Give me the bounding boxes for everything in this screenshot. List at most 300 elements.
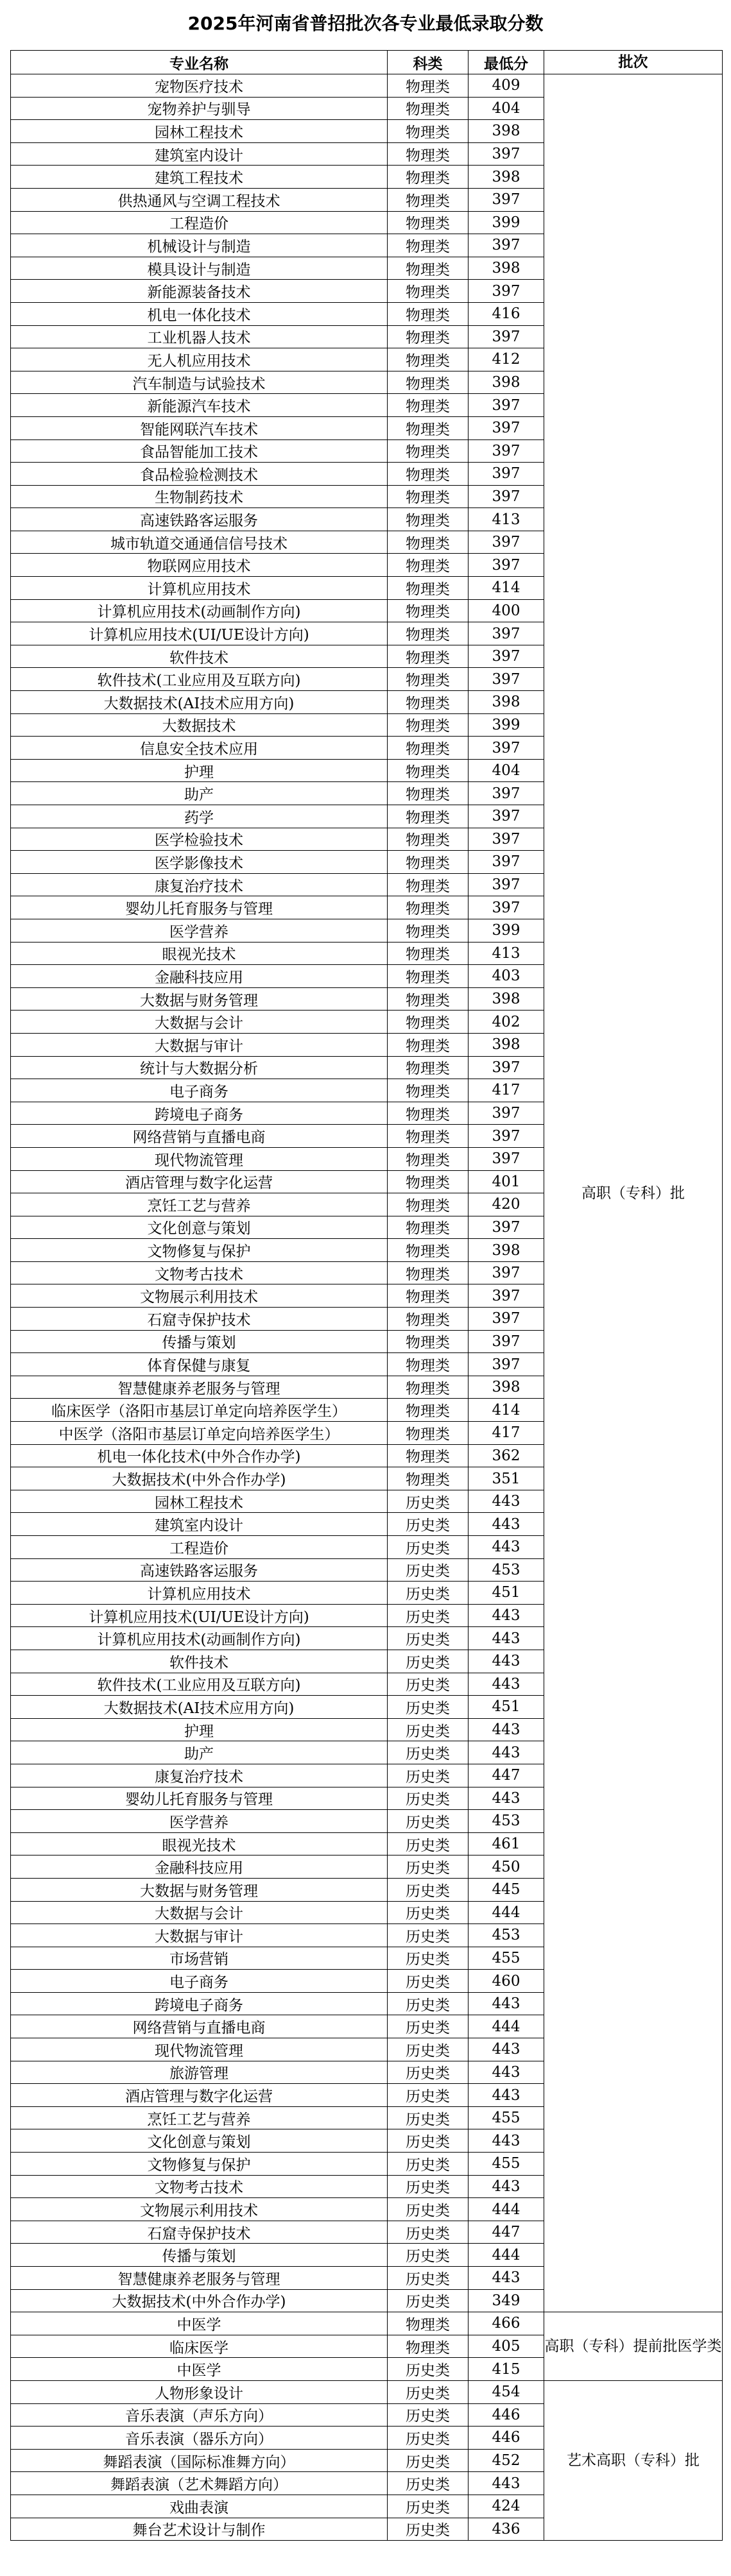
category-cell: 物理类 [388,325,469,348]
category-cell: 历史类 [388,2427,469,2450]
min-score-cell: 424 [469,2495,544,2518]
major-name-cell: 护理 [11,759,388,782]
major-name-cell: 园林工程技术 [11,1490,388,1513]
category-cell: 历史类 [388,1924,469,1947]
major-name-cell: 软件技术(工业应用及互联方向) [11,668,388,691]
category-cell: 物理类 [388,280,469,303]
min-score-cell: 398 [469,166,544,189]
min-score-cell: 397 [469,873,544,896]
category-cell: 物理类 [388,1170,469,1193]
min-score-cell: 443 [469,1536,544,1559]
major-name-cell: 网络营销与直播电商 [11,1125,388,1148]
major-name-cell: 城市轨道交通通信信号技术 [11,531,388,554]
category-cell: 历史类 [388,1718,469,1741]
min-score-cell: 397 [469,531,544,554]
min-score-cell: 455 [469,1947,544,1970]
major-name-cell: 大数据技术(AI技术应用方向) [11,691,388,714]
category-cell: 物理类 [388,1284,469,1308]
min-score-cell: 414 [469,577,544,600]
min-score-cell: 447 [469,2221,544,2244]
min-score-cell: 443 [469,1513,544,1536]
min-score-cell: 403 [469,965,544,988]
category-cell: 物理类 [388,1376,469,1399]
major-name-cell: 跨境电子商务 [11,1102,388,1125]
category-cell: 物理类 [388,508,469,531]
min-score-cell: 443 [469,2267,544,2290]
category-cell: 物理类 [388,416,469,439]
category-cell: 物理类 [388,1399,469,1422]
category-cell: 物理类 [388,622,469,645]
min-score-cell: 446 [469,2427,544,2450]
category-cell: 历史类 [388,2472,469,2495]
category-cell: 历史类 [388,1513,469,1536]
header-batch: 批次 [544,51,723,74]
major-name-cell: 石窟寺保护技术 [11,1308,388,1331]
min-score-cell: 453 [469,1924,544,1947]
major-name-cell: 文化创意与策划 [11,1216,388,1239]
major-name-cell: 临床医学（洛阳市基层订单定向培养医学生） [11,1399,388,1422]
min-score-cell: 443 [469,2129,544,2153]
min-score-cell: 397 [469,1308,544,1331]
min-score-cell: 397 [469,737,544,760]
major-name-cell: 网络营销与直播电商 [11,2015,388,2038]
category-cell: 历史类 [388,2153,469,2176]
min-score-cell: 443 [469,1673,544,1696]
min-score-cell: 416 [469,302,544,325]
min-score-cell: 445 [469,1878,544,1901]
major-name-cell: 体育保健与康复 [11,1353,388,1376]
table-row [11,74,723,98]
category-cell: 物理类 [388,2312,469,2335]
min-score-cell: 397 [469,828,544,851]
min-score-cell: 420 [469,1193,544,1216]
min-score-cell: 452 [469,2449,544,2472]
major-name-cell: 酒店管理与数字化运营 [11,2084,388,2107]
min-score-cell: 397 [469,394,544,417]
min-score-cell: 397 [469,1216,544,1239]
category-cell: 物理类 [388,1330,469,1353]
major-name-cell: 婴幼儿托育服务与管理 [11,896,388,919]
major-name-cell: 康复治疗技术 [11,1764,388,1787]
major-name-cell: 工业机器人技术 [11,325,388,348]
category-cell: 历史类 [388,2084,469,2107]
major-name-cell: 计算机应用技术 [11,1582,388,1605]
category-cell: 物理类 [388,348,469,371]
major-name-cell: 建筑室内设计 [11,142,388,166]
score-table [10,50,723,2541]
min-score-cell: 451 [469,1696,544,1719]
major-name-cell: 新能源装备技术 [11,280,388,303]
category-cell: 物理类 [388,1125,469,1148]
min-score-cell: 349 [469,2289,544,2312]
min-score-cell: 460 [469,1970,544,1993]
major-name-cell: 计算机应用技术(UI/UE设计方向) [11,622,388,645]
category-cell: 物理类 [388,166,469,189]
min-score-cell: 453 [469,1558,544,1582]
category-cell: 物理类 [388,97,469,120]
min-score-cell: 417 [469,1079,544,1102]
category-cell: 物理类 [388,828,469,851]
category-cell: 历史类 [388,2198,469,2221]
major-name-cell: 眼视光技术 [11,942,388,965]
min-score-cell: 461 [469,1832,544,1855]
major-name-cell: 工程造价 [11,1536,388,1559]
min-score-cell: 415 [469,2358,544,2381]
category-cell: 物理类 [388,142,469,166]
batch-cell: 艺术高职（专科）批 [544,2380,723,2540]
major-name-cell: 石窟寺保护技术 [11,2221,388,2244]
major-name-cell: 大数据与会计 [11,1011,388,1034]
major-name-cell: 临床医学 [11,2335,388,2358]
min-score-cell: 455 [469,2153,544,2176]
major-name-cell: 舞台艺术设计与制作 [11,2518,388,2541]
major-name-cell: 文物修复与保护 [11,2153,388,2176]
major-name-cell: 文物考古技术 [11,2175,388,2198]
major-name-cell: 软件技术 [11,1650,388,1673]
category-cell: 物理类 [388,1308,469,1331]
major-name-cell: 大数据与会计 [11,1901,388,1924]
category-cell: 历史类 [388,1558,469,1582]
category-cell: 历史类 [388,2221,469,2244]
category-cell: 历史类 [388,2038,469,2061]
min-score-cell: 447 [469,1764,544,1787]
category-cell: 历史类 [388,1582,469,1605]
major-name-cell: 文物展示利用技术 [11,1284,388,1308]
category-cell: 物理类 [388,234,469,257]
min-score-cell: 397 [469,485,544,508]
category-cell: 物理类 [388,1056,469,1079]
category-cell: 物理类 [388,439,469,463]
major-name-cell: 软件技术(工业应用及互联方向) [11,1673,388,1696]
min-score-cell: 413 [469,942,544,965]
min-score-cell: 397 [469,142,544,166]
category-cell: 历史类 [388,2061,469,2084]
category-cell: 物理类 [388,851,469,874]
category-cell: 物理类 [388,211,469,234]
major-name-cell: 高速铁路客运服务 [11,1558,388,1582]
category-cell: 物理类 [388,987,469,1011]
major-name-cell: 现代物流管理 [11,1147,388,1170]
category-cell: 物理类 [388,1033,469,1056]
major-name-cell: 计算机应用技术(动画制作方向) [11,599,388,622]
min-score-cell: 397 [469,896,544,919]
major-name-cell: 食品检验检测技术 [11,463,388,486]
min-score-cell: 398 [469,1033,544,1056]
major-name-cell: 电子商务 [11,1970,388,1993]
min-score-cell: 443 [469,1992,544,2015]
min-score-cell: 397 [469,234,544,257]
min-score-cell: 443 [469,2061,544,2084]
major-name-cell: 文物修复与保护 [11,1239,388,1262]
major-name-cell: 康复治疗技术 [11,873,388,896]
category-cell: 物理类 [388,691,469,714]
min-score-cell: 453 [469,1810,544,1833]
category-cell: 物理类 [388,463,469,486]
min-score-cell: 399 [469,713,544,737]
major-name-cell: 建筑工程技术 [11,166,388,189]
category-cell: 历史类 [388,1696,469,1719]
major-name-cell: 文物考古技术 [11,1261,388,1284]
category-cell: 物理类 [388,2335,469,2358]
major-name-cell: 园林工程技术 [11,120,388,143]
major-name-cell: 大数据与财务管理 [11,1878,388,1901]
category-cell: 物理类 [388,120,469,143]
table-header-row [11,51,723,74]
min-score-cell: 413 [469,508,544,531]
major-name-cell: 食品智能加工技术 [11,439,388,463]
min-score-cell: 451 [469,1582,544,1605]
category-cell: 物理类 [388,1193,469,1216]
major-name-cell: 戏曲表演 [11,2495,388,2518]
min-score-cell: 466 [469,2312,544,2335]
category-cell: 历史类 [388,1970,469,1993]
category-cell: 历史类 [388,1832,469,1855]
category-cell: 历史类 [388,1741,469,1764]
category-cell: 物理类 [388,1079,469,1102]
min-score-cell: 443 [469,1650,544,1673]
major-name-cell: 无人机应用技术 [11,348,388,371]
major-name-cell: 高速铁路客运服务 [11,508,388,531]
min-score-cell: 400 [469,599,544,622]
min-score-cell: 450 [469,1855,544,1879]
major-name-cell: 计算机应用技术 [11,577,388,600]
min-score-cell: 397 [469,188,544,211]
major-name-cell: 金融科技应用 [11,1855,388,1879]
category-cell: 历史类 [388,2518,469,2541]
min-score-cell: 397 [469,1056,544,1079]
major-name-cell: 金融科技应用 [11,965,388,988]
major-name-cell: 生物制药技术 [11,485,388,508]
major-name-cell: 医学营养 [11,919,388,942]
header-min-score: 最低分 [469,51,544,74]
category-cell: 历史类 [388,2267,469,2290]
category-cell: 历史类 [388,2129,469,2153]
major-name-cell: 中医学 [11,2312,388,2335]
min-score-cell: 454 [469,2380,544,2403]
major-name-cell: 智慧健康养老服务与管理 [11,1376,388,1399]
category-cell: 物理类 [388,394,469,417]
category-cell: 物理类 [388,873,469,896]
major-name-cell: 信息安全技术应用 [11,737,388,760]
min-score-cell: 443 [469,1718,544,1741]
min-score-cell: 397 [469,805,544,828]
major-name-cell: 旅游管理 [11,2061,388,2084]
min-score-cell: 443 [469,2038,544,2061]
category-cell: 物理类 [388,1239,469,1262]
major-name-cell: 音乐表演（器乐方向） [11,2427,388,2450]
min-score-cell: 402 [469,1011,544,1034]
category-cell: 物理类 [388,759,469,782]
min-score-cell: 398 [469,257,544,280]
major-name-cell: 汽车制造与试验技术 [11,371,388,394]
batch-cell: 高职（专科）批 [544,74,723,2312]
major-name-cell: 药学 [11,805,388,828]
category-cell: 物理类 [388,188,469,211]
header-category: 科类 [388,51,469,74]
category-cell: 物理类 [388,371,469,394]
category-cell: 历史类 [388,2403,469,2427]
category-cell: 历史类 [388,1855,469,1879]
category-cell: 历史类 [388,2244,469,2267]
min-score-cell: 399 [469,919,544,942]
min-score-cell: 397 [469,1330,544,1353]
major-name-cell: 智慧健康养老服务与管理 [11,2267,388,2290]
category-cell: 物理类 [388,668,469,691]
major-name-cell: 人物形象设计 [11,2380,388,2403]
min-score-cell: 397 [469,416,544,439]
major-name-cell: 电子商务 [11,1079,388,1102]
min-score-cell: 398 [469,1376,544,1399]
major-name-cell: 文物展示利用技术 [11,2198,388,2221]
min-score-cell: 397 [469,782,544,805]
min-score-cell: 414 [469,1399,544,1422]
category-cell: 历史类 [388,2015,469,2038]
category-cell: 历史类 [388,2358,469,2381]
min-score-cell: 443 [469,2472,544,2495]
category-cell: 历史类 [388,2449,469,2472]
major-name-cell: 机械设计与制造 [11,234,388,257]
min-score-cell: 417 [469,1422,544,1445]
min-score-cell: 412 [469,348,544,371]
category-cell: 物理类 [388,737,469,760]
min-score-cell: 398 [469,120,544,143]
category-cell: 历史类 [388,2106,469,2129]
category-cell: 历史类 [388,1810,469,1833]
batch-cell: 高职（专科）提前批医学类 [544,2312,723,2381]
category-cell: 历史类 [388,2380,469,2403]
major-name-cell: 医学营养 [11,1810,388,1833]
category-cell: 物理类 [388,1216,469,1239]
major-name-cell: 眼视光技术 [11,1832,388,1855]
category-cell: 物理类 [388,645,469,668]
category-cell: 物理类 [388,302,469,325]
major-name-cell: 市场营销 [11,1947,388,1970]
category-cell: 物理类 [388,805,469,828]
category-cell: 物理类 [388,257,469,280]
category-cell: 物理类 [388,1444,469,1467]
major-name-cell: 新能源汽车技术 [11,394,388,417]
min-score-cell: 443 [469,2175,544,2198]
major-name-cell: 传播与策划 [11,1330,388,1353]
category-cell: 物理类 [388,1102,469,1125]
min-score-cell: 446 [469,2403,544,2427]
min-score-cell: 397 [469,325,544,348]
major-name-cell: 跨境电子商务 [11,1992,388,2015]
min-score-cell: 398 [469,987,544,1011]
min-score-cell: 404 [469,759,544,782]
min-score-cell: 397 [469,439,544,463]
major-name-cell: 现代物流管理 [11,2038,388,2061]
major-name-cell: 供热通风与空调工程技术 [11,188,388,211]
major-name-cell: 大数据技术(AI技术应用方向) [11,1696,388,1719]
category-cell: 物理类 [388,1467,469,1490]
major-name-cell: 医学影像技术 [11,851,388,874]
category-cell: 历史类 [388,1627,469,1650]
major-name-cell: 大数据技术 [11,713,388,737]
category-cell: 历史类 [388,1787,469,1810]
major-name-cell: 模具设计与制造 [11,257,388,280]
major-name-cell: 医学检验技术 [11,828,388,851]
category-cell: 物理类 [388,1353,469,1376]
min-score-cell: 397 [469,1147,544,1170]
major-name-cell: 助产 [11,782,388,805]
table-row [11,2312,723,2335]
category-cell: 物理类 [388,74,469,98]
major-name-cell: 工程造价 [11,211,388,234]
major-name-cell: 建筑室内设计 [11,1513,388,1536]
major-name-cell: 机电一体化技术(中外合作办学) [11,1444,388,1467]
major-name-cell: 文化创意与策划 [11,2129,388,2153]
category-cell: 历史类 [388,1992,469,2015]
category-cell: 历史类 [388,1878,469,1901]
min-score-cell: 398 [469,371,544,394]
min-score-cell: 409 [469,74,544,98]
min-score-cell: 405 [469,2335,544,2358]
category-cell: 物理类 [388,531,469,554]
major-name-cell: 烹饪工艺与营养 [11,2106,388,2129]
major-name-cell: 中医学 [11,2358,388,2381]
category-cell: 物理类 [388,599,469,622]
category-cell: 历史类 [388,1901,469,1924]
category-cell: 历史类 [388,1650,469,1673]
category-cell: 物理类 [388,782,469,805]
min-score-cell: 399 [469,211,544,234]
category-cell: 历史类 [388,1536,469,1559]
category-cell: 物理类 [388,713,469,737]
min-score-cell: 362 [469,1444,544,1467]
category-cell: 历史类 [388,1604,469,1627]
min-score-cell: 436 [469,2518,544,2541]
category-cell: 物理类 [388,1422,469,1445]
category-cell: 历史类 [388,2175,469,2198]
min-score-cell: 443 [469,2084,544,2107]
major-name-cell: 中医学（洛阳市基层订单定向培养医学生） [11,1422,388,1445]
major-name-cell: 传播与策划 [11,2244,388,2267]
category-cell: 物理类 [388,919,469,942]
major-name-cell: 大数据技术(中外合作办学) [11,1467,388,1490]
min-score-cell: 397 [469,463,544,486]
min-score-cell: 444 [469,2244,544,2267]
min-score-cell: 443 [469,1490,544,1513]
major-name-cell: 婴幼儿托育服务与管理 [11,1787,388,1810]
page-title: 2025年河南省普招批次各专业最低录取分数 [187,13,544,34]
major-name-cell: 宠物养护与驯导 [11,97,388,120]
major-name-cell: 助产 [11,1741,388,1764]
min-score-cell: 444 [469,1901,544,1924]
min-score-cell: 351 [469,1467,544,1490]
category-cell: 历史类 [388,1764,469,1787]
major-name-cell: 烹饪工艺与营养 [11,1193,388,1216]
min-score-cell: 397 [469,1102,544,1125]
major-name-cell: 统计与大数据分析 [11,1056,388,1079]
header-major: 专业名称 [11,51,388,74]
category-cell: 物理类 [388,1147,469,1170]
major-name-cell: 计算机应用技术(动画制作方向) [11,1627,388,1650]
category-cell: 物理类 [388,1261,469,1284]
table-row [11,2380,723,2403]
min-score-cell: 397 [469,851,544,874]
min-score-cell: 397 [469,1261,544,1284]
category-cell: 历史类 [388,1947,469,1970]
min-score-cell: 444 [469,2015,544,2038]
category-cell: 物理类 [388,577,469,600]
min-score-cell: 444 [469,2198,544,2221]
min-score-cell: 397 [469,554,544,577]
category-cell: 物理类 [388,1011,469,1034]
major-name-cell: 大数据与审计 [11,1924,388,1947]
min-score-cell: 397 [469,1125,544,1148]
category-cell: 历史类 [388,2289,469,2312]
